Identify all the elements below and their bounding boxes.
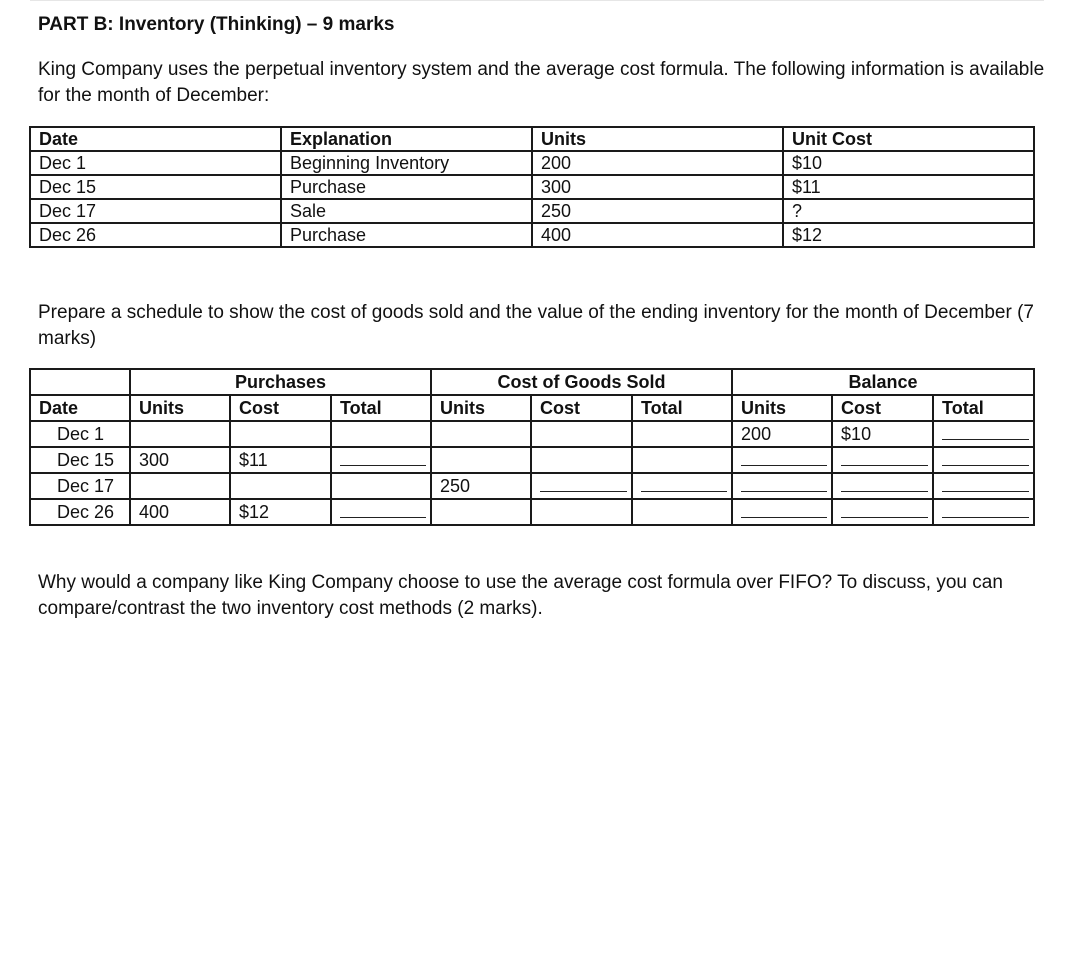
cell-purchase-cost [230,421,331,447]
table-row [30,199,1034,223]
cell-cogs-total [632,499,732,525]
cell-units: 250 [532,199,783,223]
cell-balance-units[interactable] [732,499,832,525]
cell-cogs-units [431,447,531,473]
header-date: Date [30,127,281,151]
cell-balance-cost[interactable] [832,447,933,473]
group-balance: Balance [732,369,1034,395]
answer-blank[interactable] [841,491,928,492]
cell-date: Dec 26 [30,223,281,247]
cell-balance-cost[interactable] [832,499,933,525]
group-header-row [30,369,1034,395]
col-header-cogs-total: Total [632,395,732,421]
cell-purchase-total[interactable] [331,499,431,525]
col-header-purchase-cost: Cost [230,395,331,421]
cell-unit-cost: ? [783,199,1034,223]
cell-purchase-cost: $12 [230,499,331,525]
table-row [30,473,1034,499]
cell-balance-units[interactable] [732,473,832,499]
answer-blank[interactable] [741,491,827,492]
cell-units: 300 [532,175,783,199]
table-row [30,447,1034,473]
answer-blank[interactable] [841,465,928,466]
cell-explanation: Beginning Inventory [281,151,532,175]
col-header-purchase-units: Units [130,395,230,421]
answer-blank[interactable] [942,439,1029,440]
cell-date: Dec 17 [30,473,130,499]
cell-purchase-total[interactable] [331,447,431,473]
cell-explanation: Purchase [281,175,532,199]
cell-purchase-total [331,421,431,447]
schedule-header-row [30,395,1034,421]
group-purchases: Purchases [130,369,431,395]
instruction-paragraph: Prepare a schedule to show the cost of goods sold and the value of the ending inventory for the month of December (7 marks) [38,302,1034,349]
table-header-row [30,127,1034,151]
answer-blank[interactable] [340,517,426,518]
schedule-table [29,368,1035,526]
cell-balance-total[interactable] [933,421,1034,447]
cell-balance-total[interactable] [933,447,1034,473]
cell-date: Dec 26 [30,499,130,525]
cell-date: Dec 15 [30,447,130,473]
cell-explanation: Sale [281,199,532,223]
cell-cogs-units: 250 [431,473,531,499]
answer-blank[interactable] [641,491,727,492]
cell-balance-cost: $10 [832,421,933,447]
cell-balance-total[interactable] [933,499,1034,525]
table-row [30,499,1034,525]
cell-cogs-cost [531,499,632,525]
cell-units: 200 [532,151,783,175]
cell-purchase-cost: $11 [230,447,331,473]
header-explanation: Explanation [281,127,532,151]
cell-balance-units[interactable] [732,447,832,473]
cell-cogs-total [632,447,732,473]
header-unit-cost: Unit Cost [783,127,1034,151]
answer-blank[interactable] [942,465,1029,466]
table-row [30,223,1034,247]
section-heading: PART B: Inventory (Thinking) – 9 marks [38,14,395,35]
cell-cogs-cost[interactable] [531,473,632,499]
answer-blank[interactable] [741,465,827,466]
table-row [30,175,1034,199]
col-header-balance-total: Total [933,395,1034,421]
answer-blank[interactable] [942,491,1029,492]
cell-cogs-total[interactable] [632,473,732,499]
cell-cogs-cost [531,421,632,447]
header-units: Units [532,127,783,151]
answer-blank[interactable] [741,517,827,518]
cell-purchase-cost [230,473,331,499]
cell-cogs-units [431,499,531,525]
top-divider [30,0,1044,1]
cell-date: Dec 1 [30,421,130,447]
group-cogs: Cost of Goods Sold [431,369,732,395]
discussion-question: Why would a company like King Company choose to use the average cost formula over FIFO? To discuss, you can compare/contrast the two inventory cost methods (2 marks). [38,572,1003,619]
cell-unit-cost: $12 [783,223,1034,247]
answer-blank[interactable] [540,491,627,492]
cell-cogs-cost [531,447,632,473]
cell-balance-total[interactable] [933,473,1034,499]
cell-units: 400 [532,223,783,247]
table-row [30,421,1034,447]
cell-unit-cost: $10 [783,151,1034,175]
intro-paragraph: King Company uses the perpetual inventory system and the average cost formula. The following information is available for the month of December: [38,59,1045,106]
cell-date: Dec 15 [30,175,281,199]
cell-date: Dec 17 [30,199,281,223]
cell-purchase-units [130,473,230,499]
col-header-date: Date [30,395,130,421]
cell-cogs-total [632,421,732,447]
cell-explanation: Purchase [281,223,532,247]
transaction-table [29,126,1035,248]
col-header-cogs-units: Units [431,395,531,421]
table-row [30,151,1034,175]
cell-balance-cost[interactable] [832,473,933,499]
cell-purchase-units [130,421,230,447]
col-header-balance-units: Units [732,395,832,421]
cell-date: Dec 1 [30,151,281,175]
cell-purchase-units: 400 [130,499,230,525]
group-spacer [30,369,130,395]
col-header-cogs-cost: Cost [531,395,632,421]
cell-purchase-total [331,473,431,499]
answer-blank[interactable] [340,465,426,466]
answer-blank[interactable] [841,517,928,518]
col-header-balance-cost: Cost [832,395,933,421]
cell-cogs-units [431,421,531,447]
cell-balance-units: 200 [732,421,832,447]
col-header-purchase-total: Total [331,395,431,421]
cell-purchase-units: 300 [130,447,230,473]
answer-blank[interactable] [942,517,1029,518]
cell-unit-cost: $11 [783,175,1034,199]
